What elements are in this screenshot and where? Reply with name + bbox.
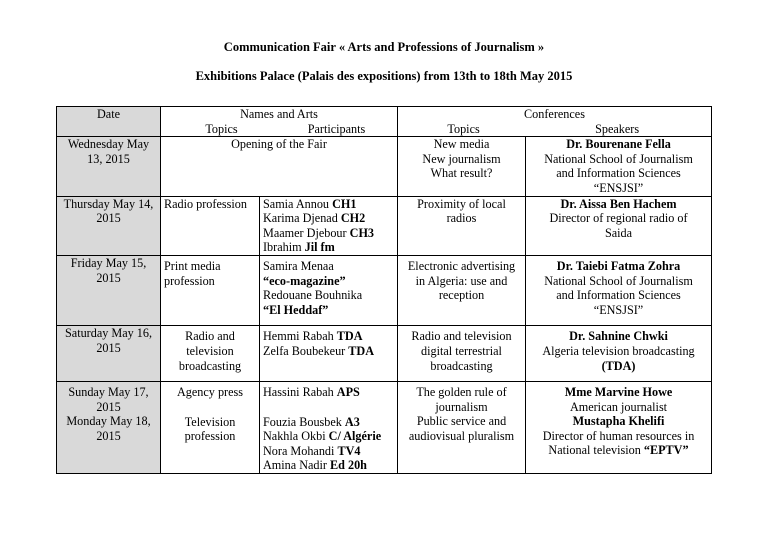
speakers-header: Speakers: [595, 121, 640, 136]
conf-topic-line: New media: [433, 137, 490, 152]
conf-topic-line: in Algeria: use and: [415, 273, 508, 288]
participant: Amina Nadir Ed 20h: [263, 458, 367, 473]
row-participants: [260, 255, 398, 325]
row-names: Opening of the Fair: [161, 137, 398, 196]
row-participants: [260, 382, 398, 474]
speaker-name: Dr. Aissa Ben Hachem: [560, 196, 677, 211]
speaker-name: Dr. Bourenane Fella: [566, 137, 671, 152]
row-conf-topics: [398, 382, 526, 474]
document-subtitle: Exhibitions Palace (Palais des expositions) from 13th to 18th May 2015: [195, 69, 573, 83]
conf-topic-line: digital terrestrial: [421, 343, 502, 358]
date-monday: Monday May 18, 2015: [66, 414, 151, 443]
conf-topic-line: broadcasting: [430, 358, 493, 373]
conf-topic-line: Public service and: [416, 414, 507, 429]
row-date: Friday May 15, 2015: [57, 255, 161, 325]
speaker-name: Dr. Taiebi Fatma Zohra: [556, 258, 681, 273]
date-sunday: Sunday May 17, 2015: [68, 385, 149, 414]
conf-topics-header: Topics: [447, 121, 480, 136]
speaker-info-line: Director of human resources in: [542, 428, 695, 443]
speaker-info-line: and Information Sciences: [556, 166, 681, 181]
conf-topic-line: Proximity of local: [417, 196, 506, 211]
row-conf-topics: [398, 326, 526, 382]
participant: Samia Annou CH1: [263, 196, 357, 211]
row-speaker: [526, 326, 712, 382]
table-row: [57, 196, 712, 255]
document-title: Communication Fair « Arts and Professions of Journalism »: [223, 40, 545, 54]
row-speaker: [526, 196, 712, 255]
conf-topic-line: Radio and television: [411, 329, 512, 344]
row-topic: Radio and television broadcasting: [161, 326, 260, 382]
participant-name: Redouane Bouhnika: [263, 288, 363, 303]
conf-topic-line: journalism: [435, 399, 488, 414]
row-conf-topics: [398, 137, 526, 196]
conferences-header: [398, 107, 712, 137]
date-header: [57, 107, 161, 137]
names-arts-header: [161, 107, 398, 137]
participant: Nora Mohandi TV4: [263, 443, 361, 458]
row-date: Saturday May 16, 2015: [57, 326, 161, 382]
participant: Fouzia Bousbek A3: [263, 414, 360, 429]
speaker-info-line: Algeria television broadcasting: [542, 343, 695, 358]
table-row: [57, 326, 712, 382]
speaker-info-line: National School of Journalism: [544, 151, 693, 166]
participant: Maamer Djebour CH3: [263, 225, 375, 240]
schedule-table: [56, 106, 712, 474]
participant: Karima Djenad CH2: [263, 211, 366, 226]
conf-topic-line: New journalism: [422, 151, 501, 166]
table-header-row: [57, 107, 712, 137]
row-participants: [260, 326, 398, 382]
row-conf-topics: [398, 255, 526, 325]
names-arts-label: Names and Arts: [240, 107, 318, 121]
participant: Hemmi Rabah TDA: [263, 329, 363, 344]
date-header-label: Date: [96, 107, 120, 121]
row-date: [57, 382, 161, 474]
row-speaker: [526, 382, 712, 474]
participant: Ibrahim Jil fm: [263, 240, 335, 255]
row-date: Thursday May 14, 2015: [57, 196, 161, 255]
conf-topic-line: reception: [438, 288, 485, 303]
speaker-info-line: and Information Sciences: [556, 288, 681, 303]
conf-topic-line: What result?: [430, 166, 493, 181]
participants-header: Participants: [307, 121, 366, 136]
participant: Nakhla Okbi C/ Algérie: [263, 429, 382, 444]
participant-org: “eco-magazine”: [263, 273, 346, 288]
topics-header: Topics: [205, 121, 238, 136]
participant-name: Samira Menaa: [263, 258, 334, 273]
table-row: [57, 137, 712, 196]
conferences-label: Conferences: [524, 107, 585, 121]
speaker-info-line: “ENSJSI”: [593, 180, 644, 195]
table-row: [57, 382, 712, 474]
conf-topic-line: Electronic advertising: [407, 258, 516, 273]
row-participants: [260, 196, 398, 255]
speaker-info-line: American journalist: [569, 399, 668, 414]
participant: Hassini Rabah APS: [263, 385, 360, 400]
row-date: Wednesday May 13, 2015: [57, 137, 161, 196]
row-speaker: [526, 137, 712, 196]
topic-television: Television profession: [184, 414, 236, 444]
speaker-name: Mustapha Khelifi: [572, 414, 665, 429]
speaker-info-line: National television “EPTV”: [548, 443, 689, 458]
participant-org: “El Heddaf”: [263, 302, 329, 317]
speaker-name: Mme Marvine Howe: [564, 385, 673, 400]
row-topic: [161, 382, 260, 474]
row-topic: Radio profession: [161, 196, 260, 255]
participant: Zelfa Boubekeur TDA: [263, 343, 375, 358]
topic-agency-press: Agency press: [177, 385, 243, 400]
conf-topic-line: audiovisual pluralism: [408, 428, 515, 443]
conf-topic-line: radios: [446, 211, 477, 226]
speaker-org: (TDA): [601, 358, 636, 373]
speaker-name: Dr. Sahnine Chwki: [569, 329, 668, 344]
speaker-info-line: Saida: [604, 225, 633, 240]
row-topic: Print media profession: [161, 255, 260, 325]
speaker-info-line: Director of regional radio of: [549, 211, 688, 226]
speaker-info-line: National School of Journalism: [544, 273, 693, 288]
speaker-info-line: “ENSJSI”: [593, 302, 644, 317]
conf-topic-line: The golden rule of: [416, 385, 507, 400]
table-row: [57, 255, 712, 325]
row-conf-topics: [398, 196, 526, 255]
row-speaker: [526, 255, 712, 325]
